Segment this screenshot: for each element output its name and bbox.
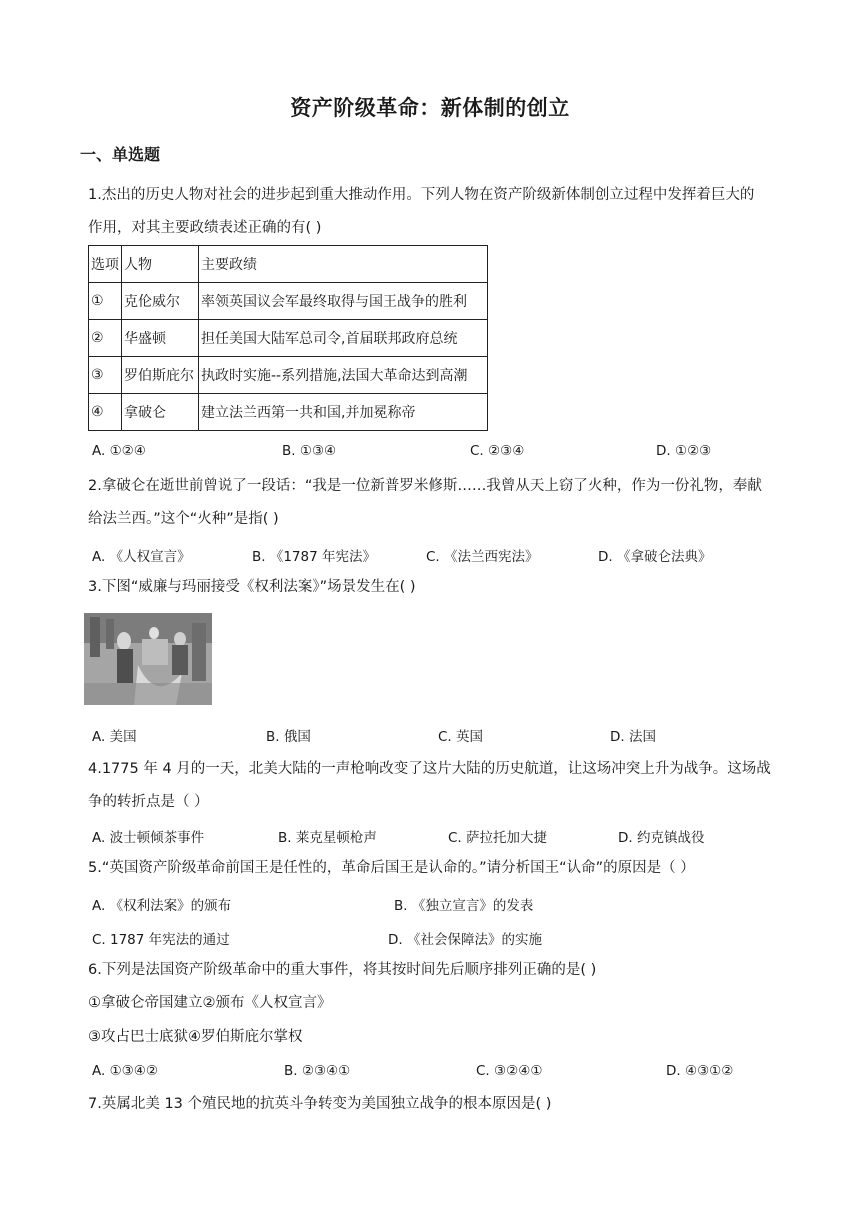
q4-options	[92, 826, 792, 844]
table-cell: 主要政绩	[199, 246, 488, 283]
option-c[interactable]: C. ③②④①	[476, 1063, 543, 1079]
table-cell: 罗伯斯庇尔	[122, 357, 199, 394]
q5-options-row1	[92, 894, 792, 912]
option-b[interactable]: B. ①③④	[282, 443, 337, 459]
table-cell: 选项	[89, 246, 122, 283]
q1-options	[92, 443, 792, 461]
section-heading: 一、单选题	[80, 145, 161, 164]
table-cell: 担任美国大陆军总司令,首届联邦政府总统	[199, 320, 488, 357]
table-cell: ②	[89, 320, 122, 357]
option-d[interactable]: D. 《拿破仑法典》	[598, 549, 712, 565]
option-c[interactable]: C. 《法兰西宪法》	[426, 549, 539, 565]
option-b[interactable]: B. 俄国	[266, 729, 311, 745]
q3-stem-line1: 3.下图“威廉与玛丽接受《权利法案》”场景发生在( )	[88, 579, 416, 595]
q6-stem-line2: ①拿破仑帝国建立②颁布《人权宣言》	[88, 995, 332, 1011]
table-cell: 执政时实施--系列措施,法国大革命达到高潮	[199, 357, 488, 394]
q6-stem-line3: ③攻占巴士底狱④罗伯斯庇尔掌权	[88, 1029, 303, 1045]
table-cell: ④	[89, 394, 122, 431]
option-b[interactable]: B. 《1787 年宪法》	[252, 549, 376, 565]
table-row	[89, 320, 488, 357]
option-c[interactable]: C. 萨拉托加大捷	[448, 830, 548, 846]
table-cell: 华盛顿	[122, 320, 199, 357]
option-a[interactable]: A. 《人权宣言》	[92, 549, 191, 565]
historical-painting-image	[84, 613, 212, 705]
q1-stem-line2: 作用，对其主要政绩表述正确的有( )	[88, 220, 322, 236]
q6-options	[92, 1063, 792, 1081]
option-a[interactable]: A. ①③④②	[92, 1063, 158, 1079]
q1-table	[88, 245, 488, 431]
option-d[interactable]: D. ④③①②	[666, 1063, 734, 1079]
option-c[interactable]: C. 1787 年宪法的通过	[92, 932, 230, 948]
painting-sketch	[84, 613, 212, 705]
table-cell: 克伦威尔	[122, 283, 199, 320]
q5-stem-line1: 5.“英国资产阶级革命前国王是任性的，革命后国王是认命的。”请分析国王“认命”的原因是（ ）	[88, 860, 695, 876]
q5-options-row2	[92, 928, 792, 946]
table-cell: ①	[89, 283, 122, 320]
option-a[interactable]: A. 波士顿倾茶事件	[92, 830, 205, 846]
table-row	[89, 357, 488, 394]
table-cell: ③	[89, 357, 122, 394]
option-a[interactable]: A. ①②④	[92, 443, 146, 459]
page-title: 资产阶级革命：新体制的创立	[290, 96, 570, 120]
option-c[interactable]: C. 英国	[438, 729, 484, 745]
q7-stem-line1: 7.英属北美 13 个殖民地的抗英斗争转变为美国独立战争的根本原因是( )	[88, 1096, 552, 1112]
table-cell: 率领英国议会军最终取得与国王战争的胜利	[199, 283, 488, 320]
option-b[interactable]: B. 《独立宣言》的发表	[394, 898, 534, 914]
table-header-row	[89, 246, 488, 283]
option-d[interactable]: D. ①②③	[656, 443, 712, 459]
table-cell: 建立法兰西第一共和国,并加冕称帝	[199, 394, 488, 431]
option-d[interactable]: D. 法国	[610, 729, 656, 745]
option-d[interactable]: D. 约克镇战役	[618, 830, 705, 846]
q4-stem-line2: 争的转折点是（ ）	[88, 794, 209, 810]
table-cell: 拿破仑	[122, 394, 199, 431]
option-b[interactable]: B. 莱克星顿枪声	[278, 830, 377, 846]
option-a[interactable]: A. 美国	[92, 729, 137, 745]
option-d[interactable]: D. 《社会保障法》的实施	[388, 932, 542, 948]
option-a[interactable]: A. 《权利法案》的颁布	[92, 898, 232, 914]
table-row	[89, 394, 488, 431]
table-cell: 人物	[122, 246, 199, 283]
q2-stem-line2: 给法兰西。”这个“火种”是指( )	[88, 511, 279, 527]
option-c[interactable]: C. ②③④	[470, 443, 525, 459]
option-b[interactable]: B. ②③④①	[284, 1063, 351, 1079]
q4-stem-line1: 4.1775 年 4 月的一天，北美大陆的一声枪响改变了这片大陆的历史航道，让这场冲突上升为战争。这场战	[88, 761, 771, 777]
q2-stem-line1: 2.拿破仑在逝世前曾说了一段话：“我是一位新普罗米修斯……我曾从天上窃了火种，作为一份礼物，奉献	[88, 478, 762, 494]
q6-stem-line1: 6.下列是法国资产阶级革命中的重大事件，将其按时间先后顺序排列正确的是( )	[88, 962, 597, 978]
q1-stem-line1: 1.杰出的历史人物对社会的进步起到重大推动作用。下列人物在资产阶级新体制创立过程中发挥着巨大的	[88, 187, 755, 203]
table-row	[89, 283, 488, 320]
q2-options	[92, 545, 792, 563]
q3-options	[92, 725, 792, 743]
